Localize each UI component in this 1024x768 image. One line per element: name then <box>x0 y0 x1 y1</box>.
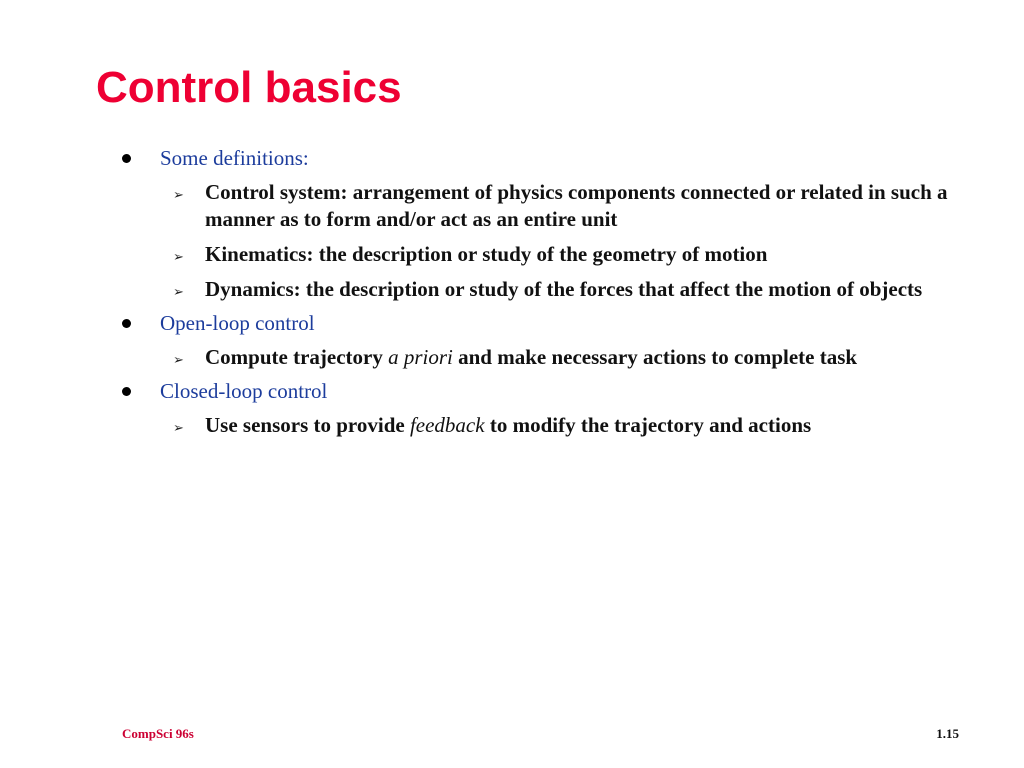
bullet-heading: Some definitions: <box>160 146 309 170</box>
bullet-some-definitions <box>0 146 1024 171</box>
filled-circle-bullet-icon <box>122 387 131 396</box>
sub-bullet-text: Dynamics: the description or study of the forces that affect the motion of objects <box>205 277 923 301</box>
sub-bullet-text-before: Compute trajectory <box>205 345 389 369</box>
filled-circle-bullet-icon <box>122 319 131 328</box>
sub-bullet-text-after: to modify the trajectory and actions <box>484 413 812 437</box>
sub-bullet-kinematics <box>0 241 1024 268</box>
arrowhead-bullet-icon: ➢ <box>173 353 184 368</box>
slide-title: Control basics <box>96 63 402 112</box>
footer-course-label: CompSci 96s <box>122 726 194 741</box>
arrowhead-bullet-icon: ➢ <box>173 188 184 203</box>
bullet-heading: Open-loop control <box>160 311 315 335</box>
sub-bullet-compute-trajectory <box>0 344 1024 371</box>
sub-bullet-emphasis: feedback <box>409 413 485 437</box>
sub-bullet-dynamics <box>0 276 1024 303</box>
bullet-heading: Closed-loop control <box>160 379 328 403</box>
sub-bullet-text-before: Use sensors to provide <box>205 413 410 437</box>
sub-bullet-emphasis: a priori <box>388 345 453 369</box>
slide-content <box>0 146 1024 447</box>
sub-bullet-text-after: and make necessary actions to complete task <box>452 345 858 369</box>
arrowhead-bullet-icon: ➢ <box>173 250 184 265</box>
footer-slide-number: 1.15 <box>936 726 959 741</box>
bullet-closed-loop-control <box>0 379 1024 404</box>
arrowhead-bullet-icon: ➢ <box>173 421 184 436</box>
sub-bullet-control-system <box>0 179 1024 233</box>
arrowhead-bullet-icon: ➢ <box>173 285 184 300</box>
sub-bullet-text: Kinematics: the description or study of the geometry of motion <box>205 242 768 266</box>
sub-bullet-text: Control system: arrangement of physics components connected or related in such a manner as to form and/or act as an entire unit <box>205 180 948 231</box>
bullet-open-loop-control <box>0 311 1024 336</box>
sub-bullet-use-sensors <box>0 412 1024 439</box>
filled-circle-bullet-icon <box>122 154 131 163</box>
